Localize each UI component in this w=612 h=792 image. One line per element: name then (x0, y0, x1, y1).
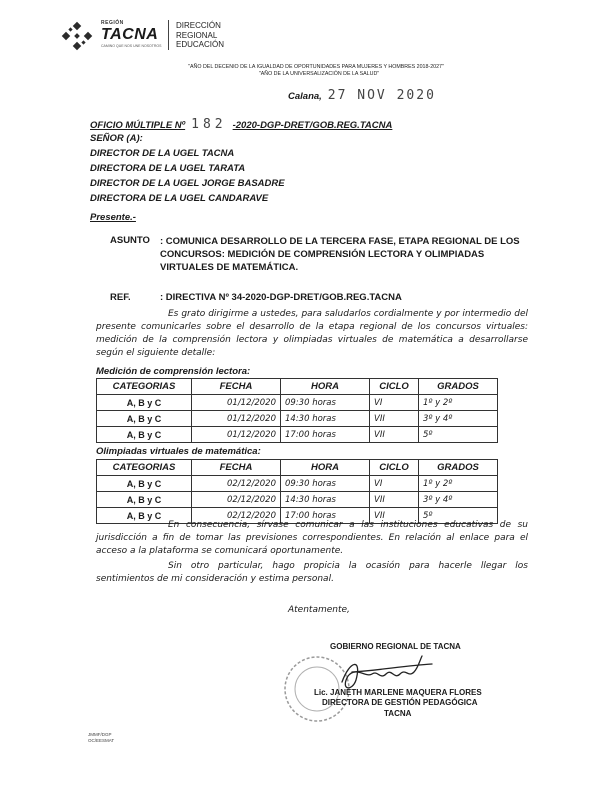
year-motto-1: "AÑO DEL DECENIO DE LA IGUALDAD DE OPORTUNIDADES PARA MUJERES Y HOMBRES 2018-2027" (188, 64, 444, 70)
cell-categoria: A, B y C (97, 427, 192, 443)
cell-ciclo: VI (370, 476, 419, 492)
logo-name-text: TACNA (101, 26, 159, 43)
cell-categoria: A, B y C (97, 395, 192, 411)
ref-text: : DIRECTIVA Nº 34-2020-DGP-DRET/GOB.REG.TACNA (160, 292, 402, 303)
recipient-line: DIRECTORA DE LA UGEL TARATA (90, 163, 246, 174)
cell-hora: 14:30 horas (281, 411, 370, 427)
cell-grados: 1º y 2º (419, 395, 498, 411)
reference-initials: OC/EESMAT (88, 738, 115, 743)
table-row (97, 492, 498, 508)
table-row (97, 476, 498, 492)
header-categorias: CATEGORIAS (97, 379, 192, 395)
cell-grados: 5º (419, 508, 498, 524)
cell-ciclo: VII (370, 508, 419, 524)
header-grados: GRADOS (419, 379, 498, 395)
cell-hora: 09:30 horas (281, 395, 370, 411)
cell-fecha: 02/12/2020 (192, 476, 281, 492)
signer-role: DIRECTORA DE GESTIÓN PEDAGÓGICA (322, 698, 478, 707)
cell-fecha: 01/12/2020 (192, 395, 281, 411)
cell-grados: 3º y 4º (419, 411, 498, 427)
cell-grados: 3º y 4º (419, 492, 498, 508)
table-header-row (97, 460, 498, 476)
cell-grados: 1º y 2º (419, 476, 498, 492)
recipient-line: DIRECTOR DE LA UGEL JORGE BASADRE (90, 178, 285, 189)
year-motto-2: "AÑO DE LA UNIVERSALIZACIÓN DE LA SALUD" (258, 71, 380, 77)
cell-ciclo: VII (370, 492, 419, 508)
matematica-table (96, 459, 498, 524)
header-hora: HORA (281, 379, 370, 395)
closing-atentamente: Atentamente, (288, 605, 350, 615)
header-hora: HORA (281, 460, 370, 476)
cell-ciclo: VII (370, 411, 419, 427)
cell-fecha: 02/12/2020 (192, 492, 281, 508)
date-line (288, 88, 436, 103)
lectora-title: Medición de comprensión lectora: (96, 366, 251, 377)
header-fecha: FECHA (192, 379, 281, 395)
header-fecha: FECHA (192, 460, 281, 476)
signer-name: Lic. JANETH MARLENE MAQUERA FLORES (314, 688, 482, 697)
signer-org: TACNA (384, 709, 412, 718)
date-city: Calana, (288, 91, 322, 102)
cell-hora: 09:30 horas (281, 476, 370, 492)
oficio-number-line (90, 117, 392, 132)
body-paragraph-1: Es grato dirigirme a ustedes, para saludarlos cordialmente y por intermedio del presente comunicarles sobre el desarrollo de la etapa regional de los concursos virtuales: medición de la comprensión lectora y olimpiadas virtuales de matemática a desarrollarse según el siguiente detalle: (96, 309, 528, 358)
recipient-line: DIRECTOR DE LA UGEL TACNA (90, 148, 235, 159)
regional-logo-icon (60, 20, 96, 54)
asunto-label: ASUNTO (110, 235, 150, 246)
table-row (97, 411, 498, 427)
presente-label: Presente.- (90, 212, 136, 223)
body-paragraph-3: Sin otro particular, hago propicia la ocasión para hacerle llegar los sentimientos de mi consideración y estima personal. (96, 561, 528, 584)
oficio-suffix: -2020-DGP-DRET/GOB.REG.TACNA (232, 120, 393, 131)
logo-divider (168, 20, 169, 50)
oficio-number: 182 (191, 117, 227, 132)
signature-government: GOBIERNO REGIONAL DE TACNA (330, 642, 461, 651)
logo-region-text: REGIÓN (101, 20, 124, 26)
cell-hora: 17:00 horas (281, 508, 370, 524)
table-row (97, 427, 498, 443)
lectora-table (96, 378, 498, 443)
cell-grados: 5º (419, 427, 498, 443)
body-paragraph-2: En consecuencia, sírvase comunicar a las instituciones educativas de su jurisdicción a fin de tomar las previsiones correspondientes. En relación al enlace para el acceso a la plataforma se comunicará oportunamente. (96, 520, 528, 556)
header-categorias: CATEGORIAS (97, 460, 192, 476)
cell-hora: 17:00 horas (281, 427, 370, 443)
cell-categoria: A, B y C (97, 476, 192, 492)
table-header-row (97, 379, 498, 395)
asunto-text: : COMUNICA DESARROLLO DE LA TERCERA FASE, ETAPA REGIONAL DE LOS CONCURSOS: MEDICIÓN DE COMPRENSIÓN LECTORA Y OLIMPIADAS VIRTUALES DE MATEMÁTICA. (160, 236, 520, 273)
reference-initials: JMMF/DGP (88, 732, 112, 737)
direction-line: REGIONAL (176, 30, 218, 40)
ref-label: REF. (110, 292, 131, 303)
logo-tagline: CAMINO QUE NOS UNE NOSOTROS (101, 44, 162, 48)
cell-fecha: 01/12/2020 (192, 411, 281, 427)
cell-hora: 14:30 horas (281, 492, 370, 508)
header-ciclo: CICLO (370, 379, 419, 395)
header-grados: GRADOS (419, 460, 498, 476)
cell-categoria: A, B y C (97, 492, 192, 508)
matematica-title: Olimpiadas virtuales de matemática: (96, 446, 261, 457)
cell-ciclo: VI (370, 395, 419, 411)
cell-categoria: A, B y C (97, 508, 192, 524)
oficio-label: OFICIO MÚLTIPLE Nº (90, 120, 186, 131)
cell-fecha: 01/12/2020 (192, 427, 281, 443)
header-ciclo: CICLO (370, 460, 419, 476)
recipient-line: DIRECTORA DE LA UGEL CANDARAVE (90, 193, 269, 204)
table-row (97, 395, 498, 411)
direction-block (176, 21, 224, 50)
date-stamp: 27 NOV 2020 (327, 88, 436, 103)
cell-categoria: A, B y C (97, 411, 192, 427)
cell-fecha: 02/12/2020 (192, 508, 281, 524)
recipient-salutation: SEÑOR (A): (90, 133, 143, 144)
direction-line: DIRECCIÓN (176, 21, 221, 30)
direction-line: EDUCACIÓN (176, 40, 225, 49)
cell-ciclo: VII (370, 427, 419, 443)
